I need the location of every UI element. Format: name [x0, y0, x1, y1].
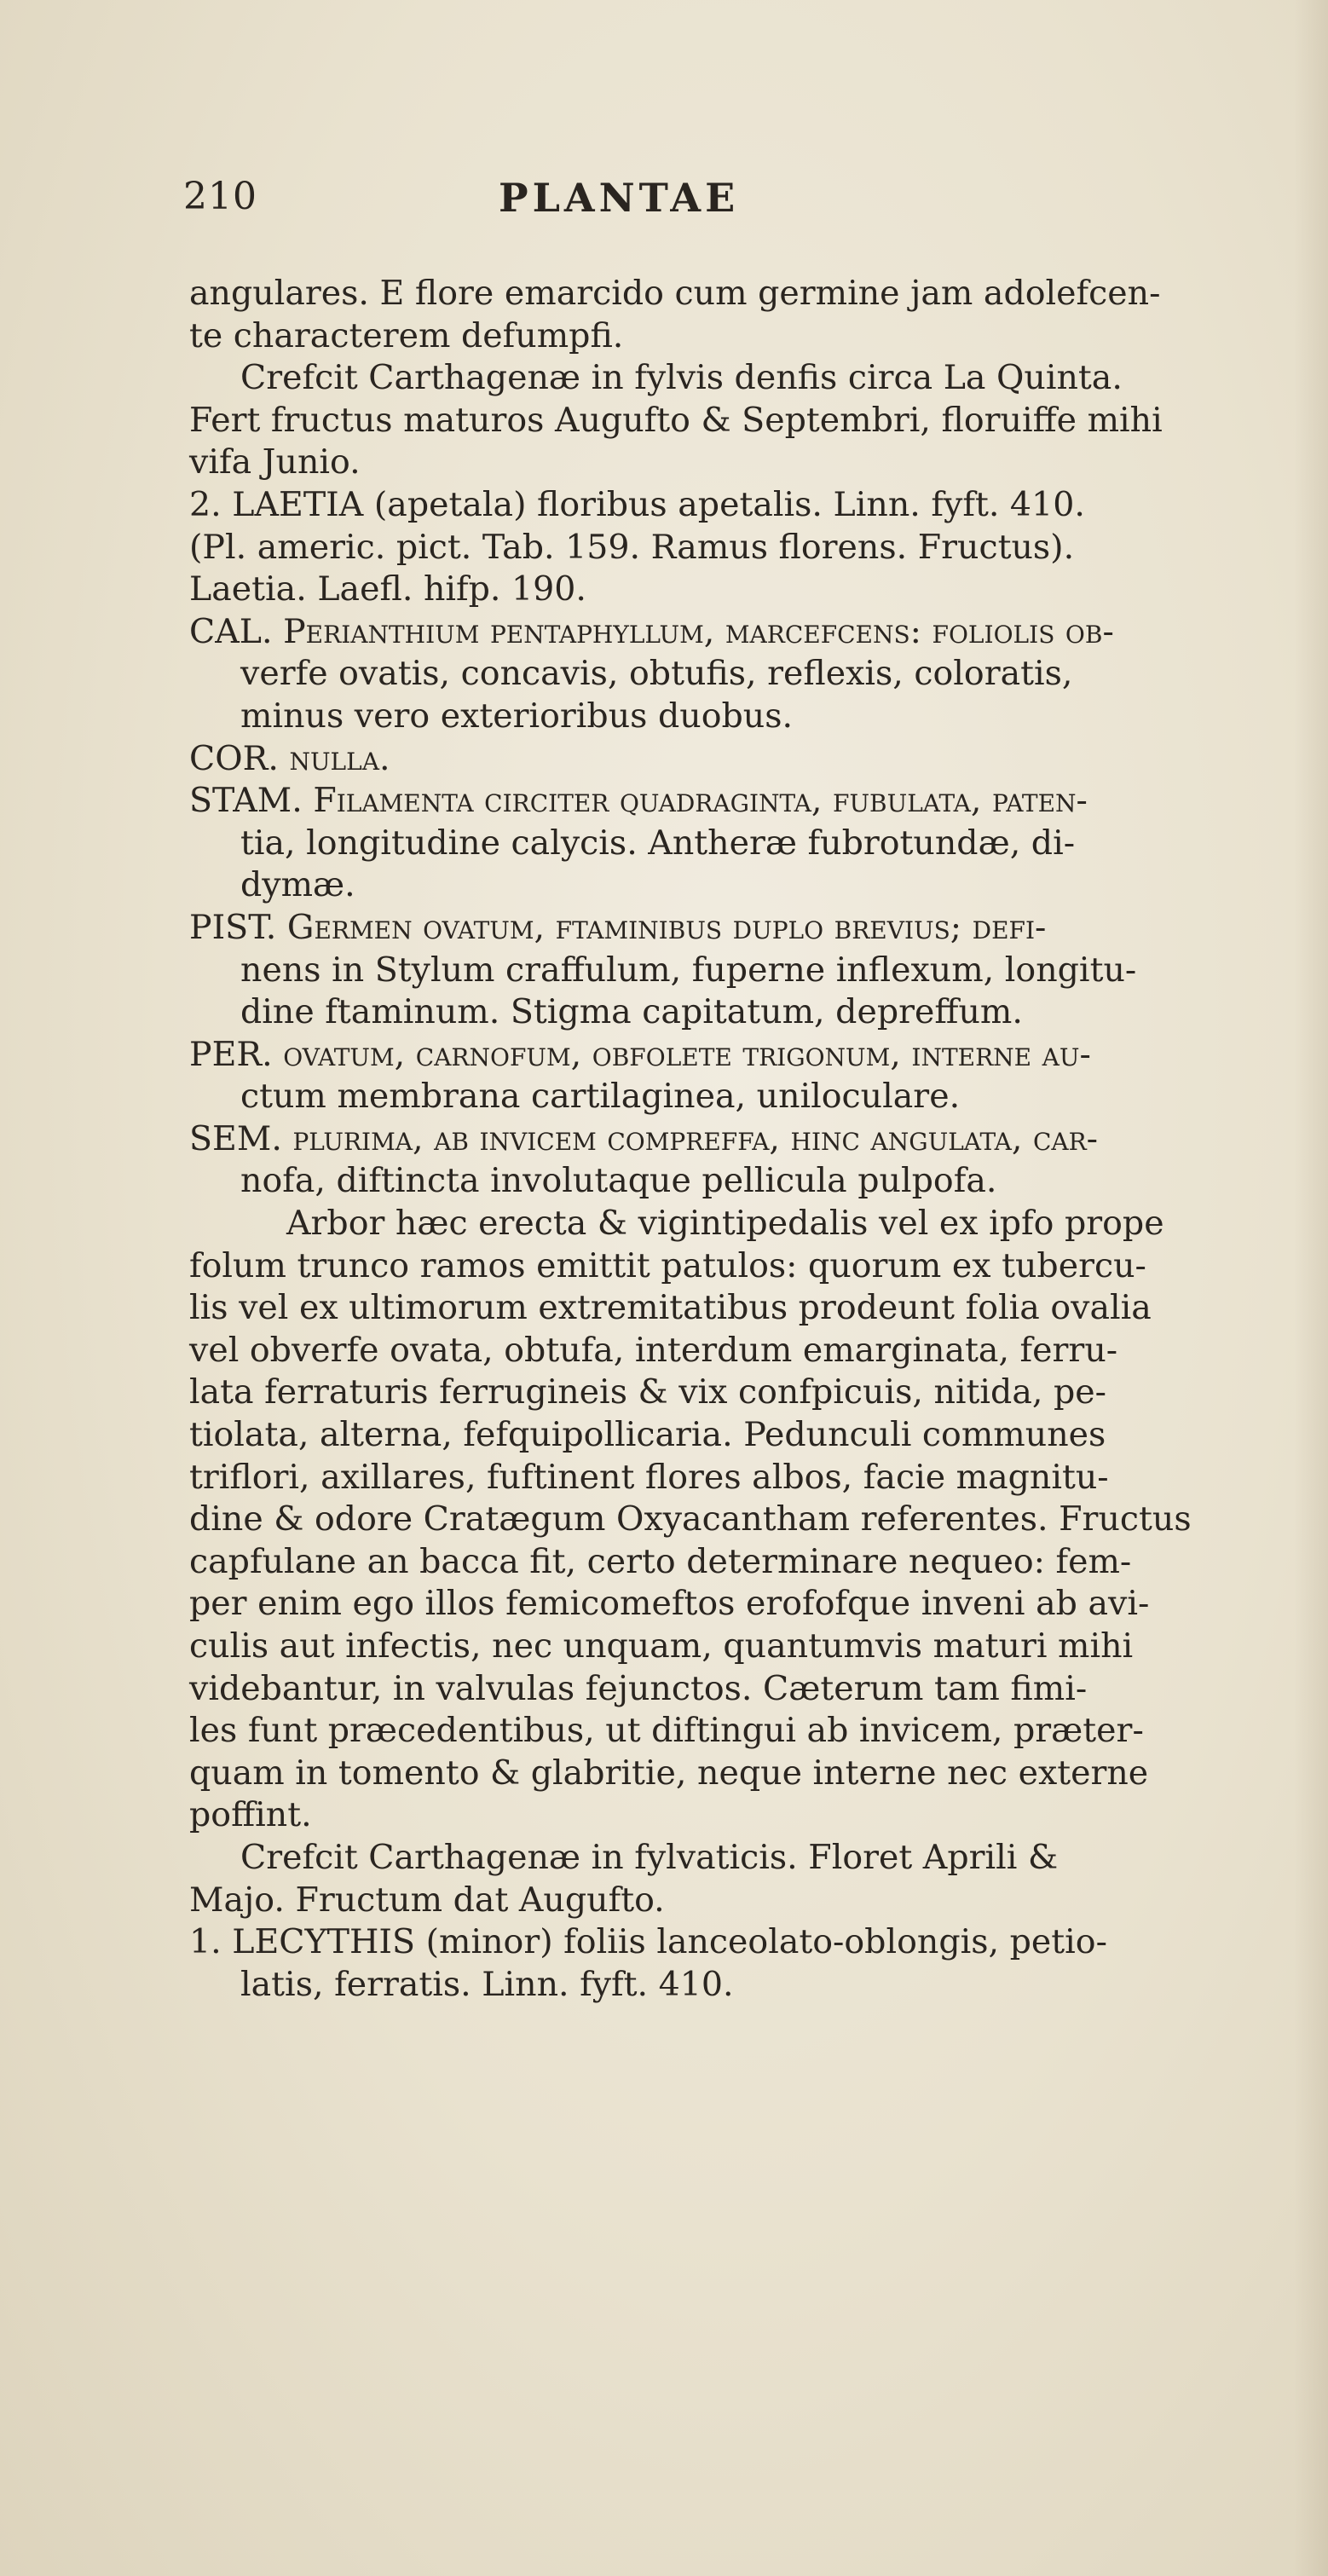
body-text [189, 273, 1327, 2006]
text-line: 1. LECYTHIS (minor) foliis lanceolato-oblongis, petio- [189, 1922, 1107, 1962]
text-line: quam in tomento & glabritie, neque interne nec externe [189, 1753, 1149, 1793]
text-line: verfe ovatis, concavis, obtufis, reflexis, coloratis, [240, 654, 1073, 694]
text-line: poffint. [189, 1795, 312, 1835]
text-line: folum trunco ramos emittit patulos: quorum ex tubercu- [189, 1245, 1146, 1285]
text-line: PIST. Germen ovatum, ftaminibus duplo brevius; defi- [189, 907, 1047, 947]
text-line: Majo. Fructum dat Augufto. [189, 1880, 665, 1920]
text-line: angulares. E flore emarcido cum germine jam adolefcen- [189, 274, 1161, 313]
text-line: vel obverfe ovata, obtufa, interdum emarginata, ferru- [189, 1330, 1118, 1370]
text-line: minus vero exterioribus duobus. [240, 696, 794, 736]
text-line: latis, ferratis. Linn. fyft. 410. [240, 1964, 734, 2004]
text-line: capfulane an bacca fit, certo determinare nequeo: fem- [189, 1541, 1132, 1581]
text-line: 2. LAETIA (apetala) floribus apetalis. Linn. fyft. 410. [189, 484, 1085, 524]
text-line: culis aut infectis, nec unquam, quantumvis maturi mihi [189, 1626, 1134, 1666]
text-line: COR. nulla. [189, 738, 390, 778]
text-line: te characterem defumpfi. [189, 315, 624, 355]
text-line: tiolata, alterna, fefquipollicaria. Pedunculi communes [189, 1415, 1106, 1455]
page-edge-shadow [1294, 0, 1328, 2576]
text-line: dymæ. [240, 865, 355, 905]
text-line: nofa, diftincta involutaque pellicula pulpofa. [240, 1161, 997, 1201]
text-line: videbantur, in valvulas fejunctos. Cæterum tam fimi- [189, 1668, 1088, 1708]
text-line: Arbor hæc erecta & vigintipedalis vel ex ipfo prope [286, 1204, 1164, 1244]
text-line: STAM. Filamenta circiter quadraginta, fubulata, paten- [189, 781, 1088, 821]
text-line: tia, longitudine calycis. Antheræ fubrotundæ, di- [240, 823, 1076, 863]
text-line: CAL. Perianthium pentaphyllum, marcefcens: foliolis ob- [189, 611, 1114, 651]
text-line: Crefcit Carthagenæ in fylvis denfis circa La Quinta. [240, 358, 1123, 398]
text-line: PER. ovatum, carnofum, obfolete trigonum, interne au- [189, 1034, 1091, 1074]
text-line: dine & odore Cratægum Oxyacantham referentes. Fructus [189, 1499, 1192, 1539]
page-header [183, 175, 1172, 234]
text-line: Fert fructus maturos Augufto & Septembri, floruiffe mihi [189, 400, 1163, 440]
running-head: PLANTAE [499, 175, 740, 221]
text-line: dine ftaminum. Stigma capitatum, depreffum. [240, 992, 1023, 1032]
text-line: Crefcit Carthagenæ in fylvaticis. Floret Aprili & [240, 1837, 1059, 1877]
text-line: ctum membrana cartilaginea, uniloculare. [240, 1077, 961, 1117]
text-line: vifa Junio. [189, 442, 361, 482]
text-line: les funt præcedentibus, ut diftingui ab invicem, præter- [189, 1711, 1144, 1751]
text-line: SEM. plurima, ab invicem compreffa, hinc angulata, car- [189, 1118, 1099, 1158]
text-line: lis vel ex ultimorum extremitatibus prodeunt folia ovalia [189, 1288, 1152, 1328]
text-line: per enim ego illos femicomeftos erofofque inveni ab avi- [189, 1584, 1150, 1624]
text-line: nens in Stylum craffulum, fuperne inflexum, longitu- [240, 950, 1137, 990]
text-line: lata ferraturis ferrugineis & vix confpicuis, nitida, pe- [189, 1372, 1107, 1412]
text-line: triflori, axillares, fuftinent flores albos, facie magnitu- [189, 1457, 1109, 1497]
text-line: Laetia. Laefl. hifp. 190. [189, 569, 586, 609]
text-line: (Pl. americ. pict. Tab. 159. Ramus florens. Fructus). [189, 527, 1075, 567]
page-number: 210 [183, 175, 257, 218]
